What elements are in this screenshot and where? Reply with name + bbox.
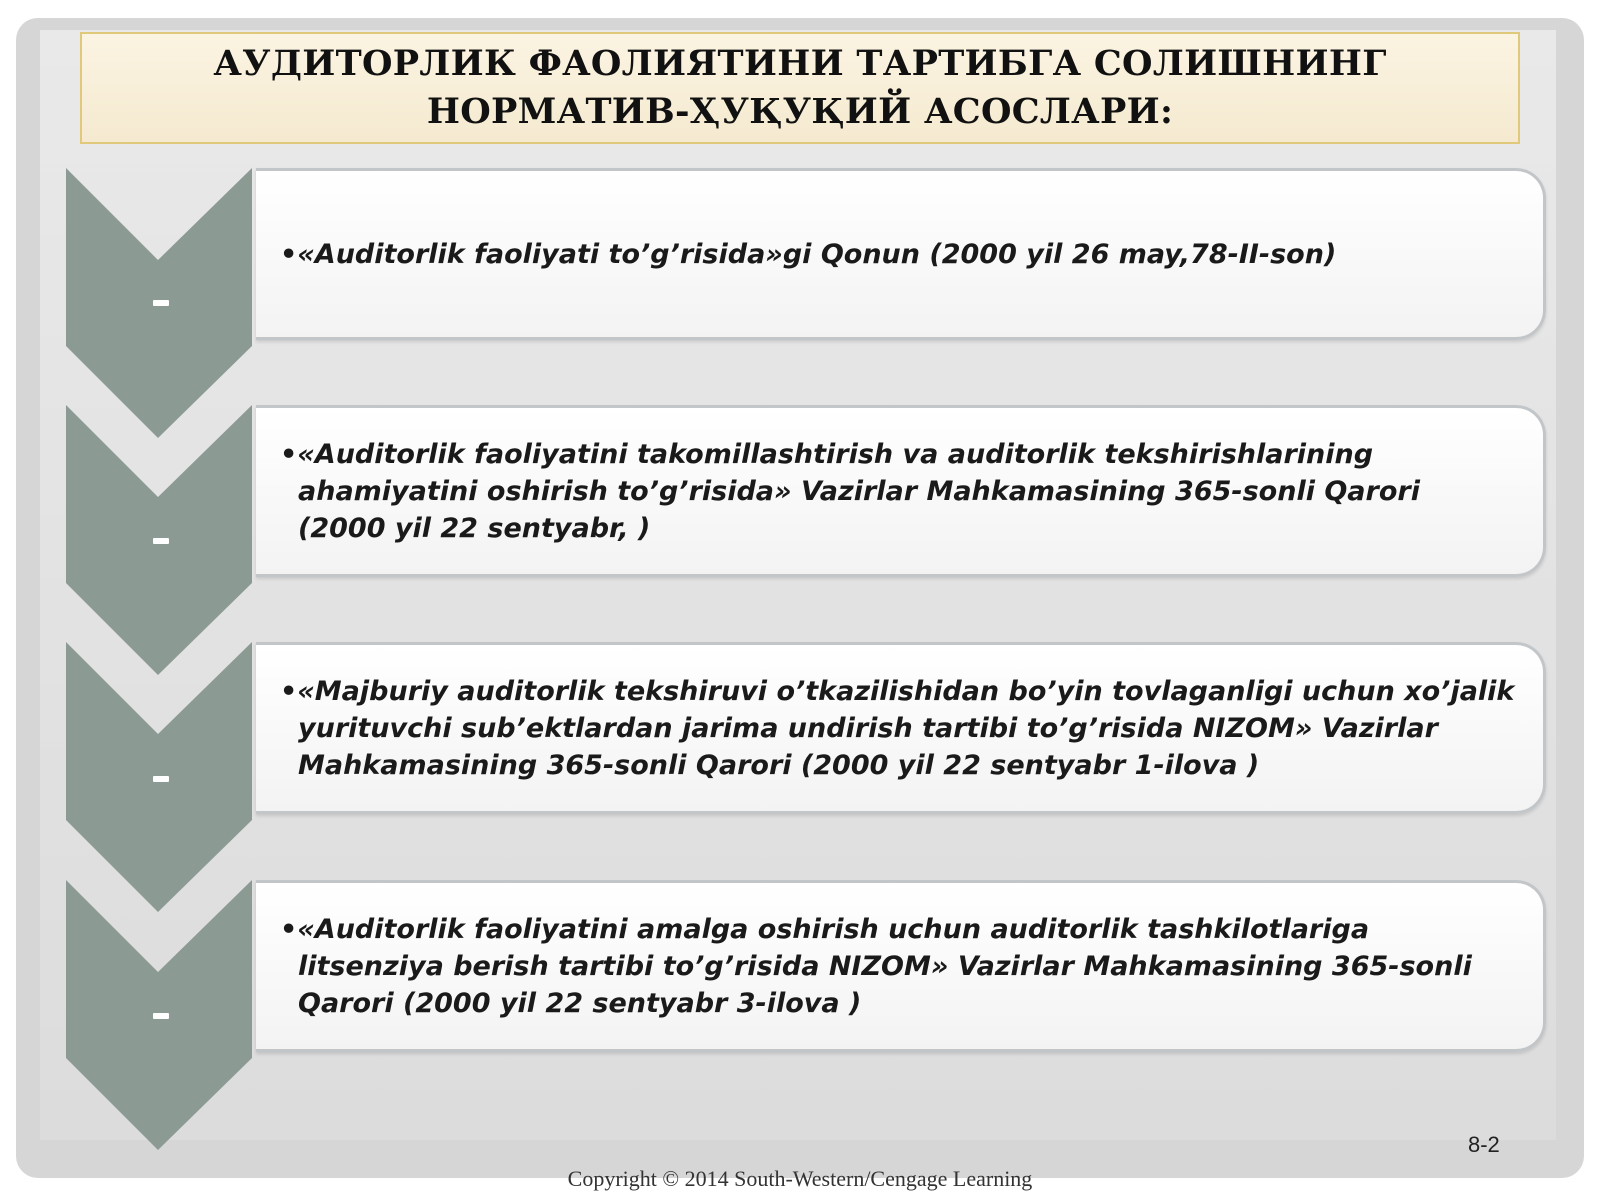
step-1-card — [256, 168, 1546, 340]
slide-title: АУДИТОРЛИК ФАОЛИЯТИНИ ТАРТИБГА СОЛИШНИНГ НОРМАТИВ-ҲУҚУҚИЙ АСОСЛАРИ: — [213, 43, 1387, 132]
step-2-marker — [153, 538, 169, 544]
title-box — [80, 32, 1520, 144]
step-1-text: •«Auditorlik faoliyati to’g’risida»gi Qonun (2000 yil 26 may,78-II-son) — [280, 238, 1337, 270]
step-2-card — [256, 405, 1546, 577]
step-2-text: •«Auditorlik faoliyatini takomillashtirish va auditorlik tekshirishlarining ahamiyatini oshirish to’g’risida» Vazirlar Mahkamasining 365-sonli Qarori (2000 yil 22 sentyabr, ) — [280, 438, 1420, 544]
step-1-marker — [153, 300, 169, 306]
page-number: 8-2 — [1468, 1132, 1500, 1157]
step-3-card — [256, 642, 1546, 814]
step-3-marker — [153, 776, 169, 782]
copyright-footer: Copyright © 2014 South-Western/Cengage Learning — [567, 1166, 1033, 1191]
step-3-text: •«Majburiy auditorlik tekshiruvi o’tkazilishidan bo’yin tovlaganligi uchun xo’jalik yurituvchi sub’ektlardan jarima undirish tartibi to’g’risida NIZOM» Vazirlar Mahkamasining 365-sonli Qarori (2000 yil 22 sentyabr 1-ilova ) — [280, 675, 1515, 781]
step-4-text: •«Auditorlik faoliyatini amalga oshirish uchun auditorlik tashkilotlariga litsenziya berish tartibi to’g’risida NIZOM» Vazirlar Mahkamasining 365-sonli Qarori (2000 yil 22 sentyabr 3-ilova ) — [280, 913, 1472, 1019]
step-4-card — [256, 880, 1546, 1052]
step-4-marker — [153, 1013, 169, 1019]
